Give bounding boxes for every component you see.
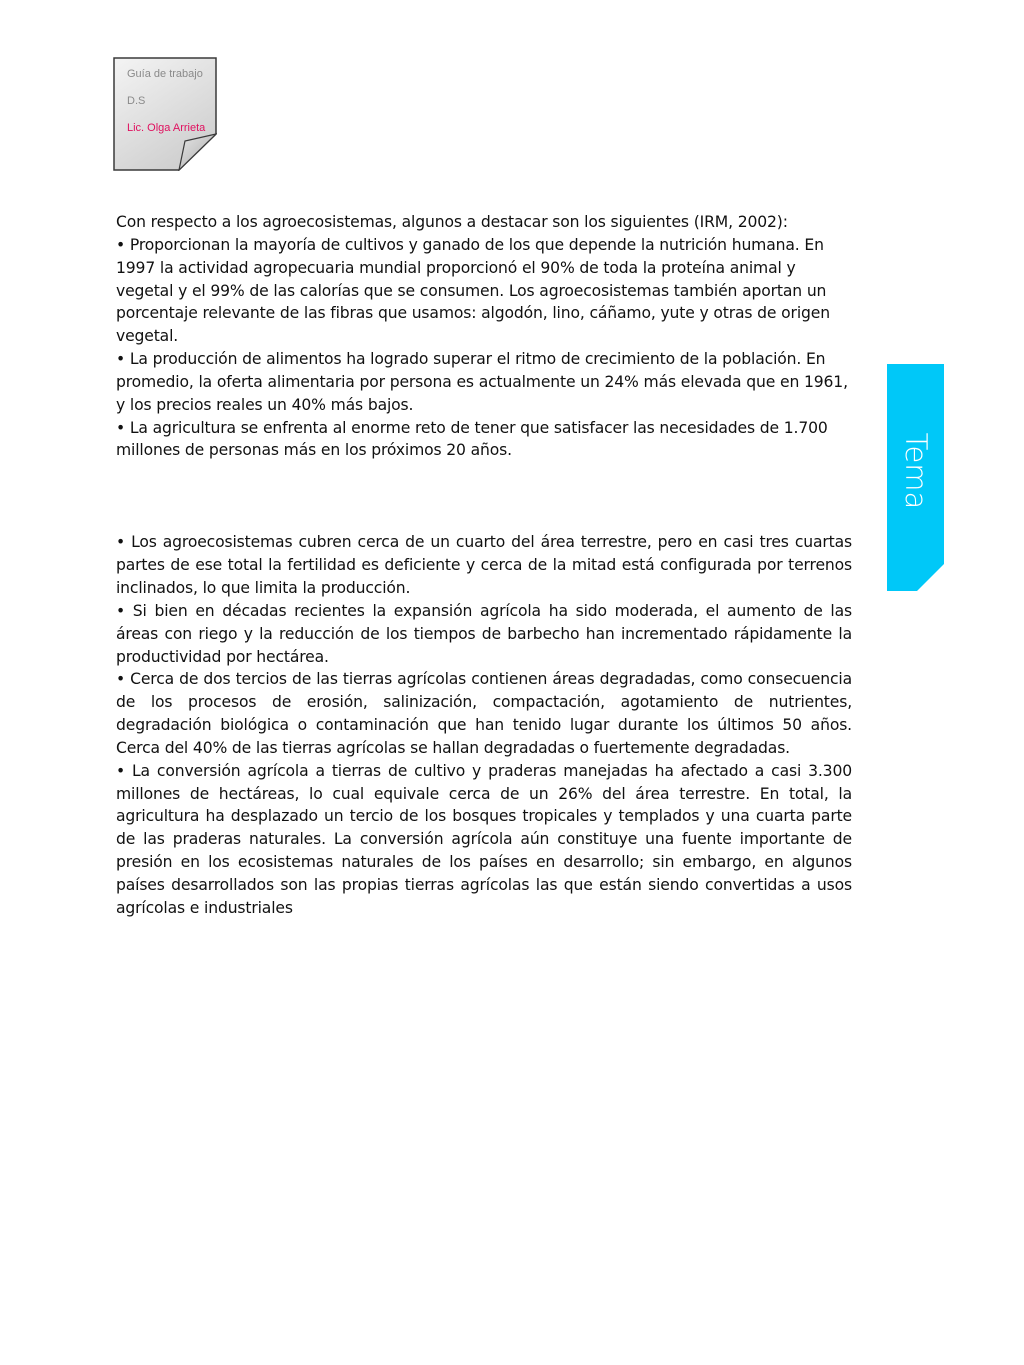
text-block-2 <box>116 531 852 919</box>
note-author: Lic. Olga Arrieta <box>127 122 206 134</box>
note-title: Guía de trabajo <box>127 68 203 80</box>
bullet-paragraph: • Cerca de dos tercios de las tierras agrícolas contienen áreas degradadas, como consecuencia de los procesos de erosión, salinización, compactación, agotamiento de nutrientes, degradación biológica o contaminación que han tenido lugar durante los últimos 50 años. Cerca del 40% de las tierras agrícolas se hallan degradadas o fuertemente degradadas. <box>116 670 852 757</box>
side-tab-label: Tema <box>898 432 933 510</box>
bullet-paragraph: • La agricultura se enfrenta al enorme reto de tener que satisfacer las necesidades de 1.700 millones de personas más en los próximos 20 años. <box>116 418 828 460</box>
bullet-paragraph: • La conversión agrícola a tierras de cultivo y praderas manejadas ha afectado a casi 3.300 millones de hectáreas, lo cual equivale cerca de un 26% del área terrestre. En total, la agricultura ha desplazado un tercio de los bosques tropicales y templados y una cuarta parte de las praderas naturales. La conversión agrícola aún constituye una fuente importante de presión en los ecosistemas naturales de los países en desarrollo; sin embargo, en algunos países desarrollados son las propias tierras agrícolas las que están siendo convertidas a usos agrícolas e industriales <box>116 761 852 917</box>
text-block-1 <box>116 211 852 462</box>
bullet-paragraph: • Si bien en décadas recientes la expansión agrícola ha sido moderada, el aumento de las áreas con riego y la reducción de los tiempos de barbecho han incrementado rápidamente la productividad por hectárea. <box>116 601 852 666</box>
side-tab <box>887 364 944 591</box>
main-text <box>116 211 852 920</box>
bullet-paragraph: • La producción de alimentos ha logrado superar el ritmo de crecimiento de la población. En promedio, la oferta alimentaria por persona es actualmente un 24% más elevada que en 1961, y los precios reales un 40% más bajos. <box>116 350 848 414</box>
intro-paragraph: Con respecto a los agroecosistemas, algunos a destacar son los siguientes (IRM, 2002): <box>116 213 788 231</box>
sticky-note <box>113 57 217 171</box>
bullet-paragraph: • Los agroecosistemas cubren cerca de un cuarto del área terrestre, pero en casi tres cuartas partes de ese total la fertilidad es deficiente y cerca de la mitad está configurada por terrenos inclinados, lo que limita la producción. <box>116 533 852 597</box>
note-code: D.S <box>127 95 146 107</box>
bullet-paragraph: • Proporcionan la mayoría de cultivos y ganado de los que depende la nutrición humana. En 1997 la actividad agropecuaria mundial proporcionó el 90% de toda la proteína animal y vegetal y el 99% de las calorías que se consumen. Los agroecosistemas también aportan un porcentaje relevante de las fibras que usamos: algodón, lino, cáñamo, yute y otras de origen vegetal. <box>116 235 830 346</box>
